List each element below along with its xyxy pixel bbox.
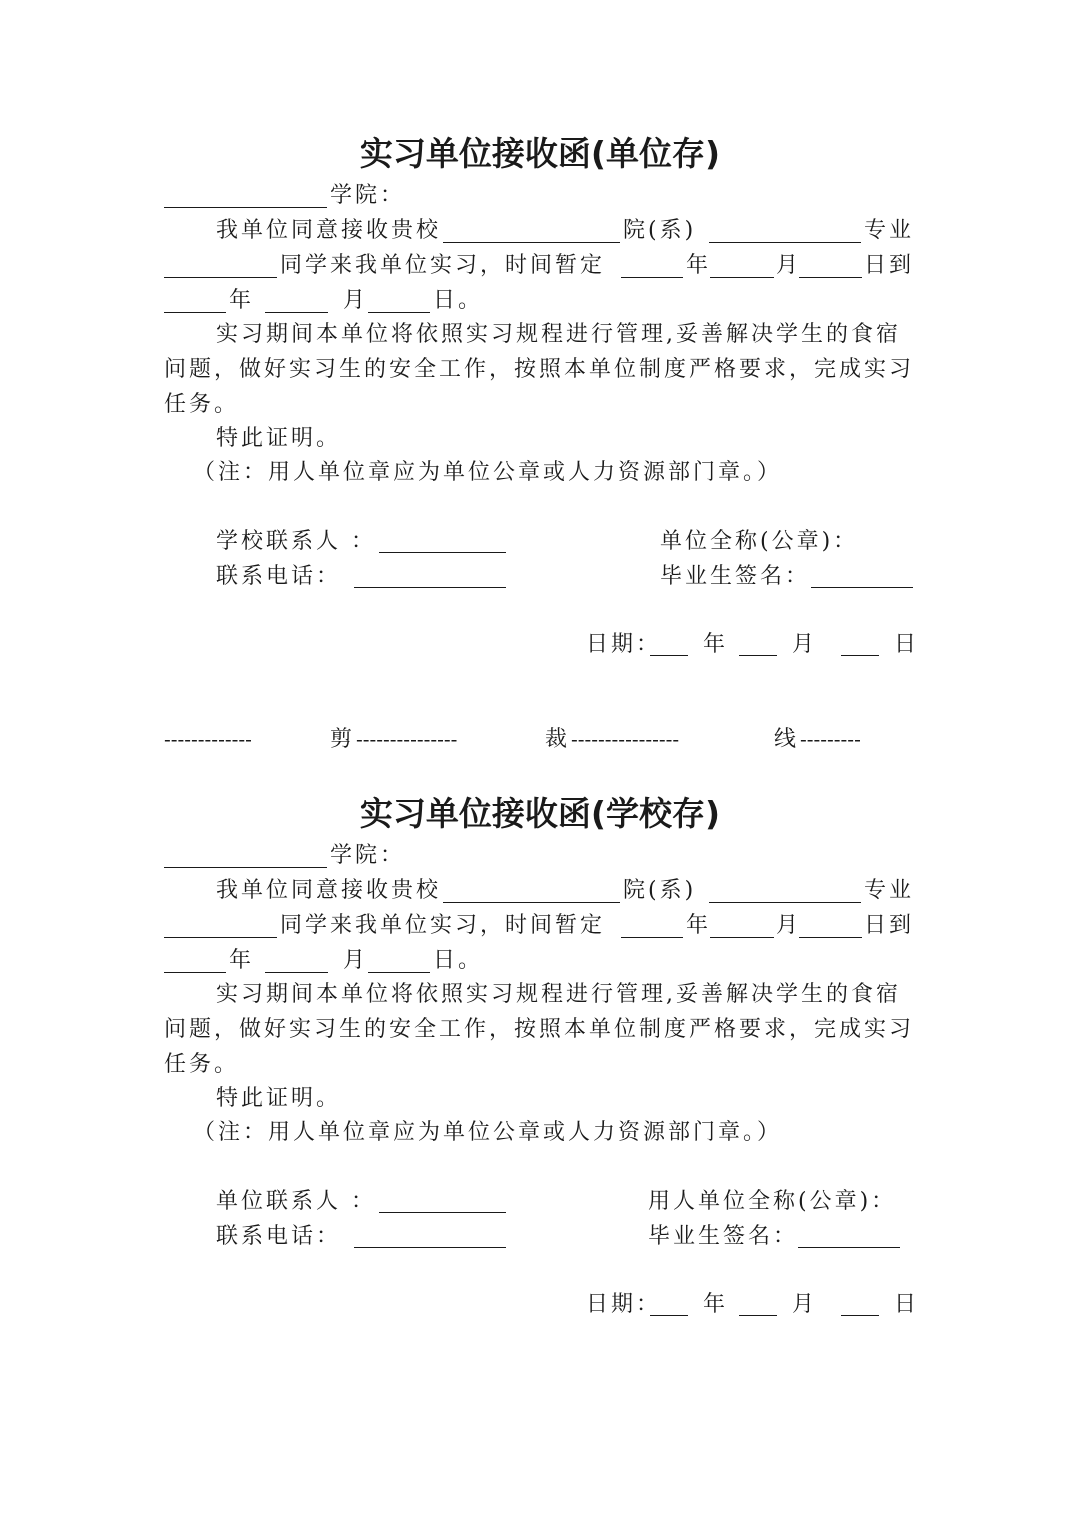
major-label: 专业 xyxy=(864,878,915,903)
phone-blank[interactable] xyxy=(354,1247,506,1248)
accept-text: 我单位同意接收贵校 xyxy=(216,878,442,903)
department-label: 院(系) xyxy=(623,218,697,243)
date-month-label: 月 xyxy=(792,1292,818,1317)
end-month-label: 月 xyxy=(343,288,369,313)
signature-label: 毕业生签名： xyxy=(648,1224,799,1249)
phone-label: 联系电话： xyxy=(216,564,342,589)
accept-text: 我单位同意接收贵校 xyxy=(216,218,442,243)
student-text: 同学来我单位实习，时间暂定 xyxy=(280,253,606,278)
cut-dashes-4: --------- xyxy=(800,727,861,751)
unit-name-label: 单位全称(公章)： xyxy=(660,529,859,554)
cut-dashes-1: ------------- xyxy=(164,727,252,751)
department-label: 院(系) xyxy=(623,878,697,903)
date-label: 日期： xyxy=(586,632,662,657)
cut-char-2: 裁 xyxy=(545,727,571,752)
paragraph-line-1: 实习期间本单位将依照实习规程进行管理,妥善解决学生的食宿 xyxy=(216,982,901,1007)
end-day-blank[interactable] xyxy=(368,312,430,313)
note-text: （注：用人单位章应为单位公章或人力资源部门章。） xyxy=(193,460,783,485)
school-blank[interactable] xyxy=(443,242,620,243)
date-label: 日期： xyxy=(586,1292,662,1317)
date-year-label: 年 xyxy=(703,1292,729,1317)
date-day-label: 日 xyxy=(894,1292,920,1317)
date-month-blank[interactable] xyxy=(739,1315,777,1316)
cut-dashes-3: ---------------- xyxy=(571,727,680,751)
paragraph-line-3: 任务。 xyxy=(164,392,240,417)
start-year-label: 年 xyxy=(686,913,712,938)
start-month-blank[interactable] xyxy=(710,277,774,278)
date-month-blank[interactable] xyxy=(739,655,777,656)
start-year-label: 年 xyxy=(686,253,712,278)
start-year-blank[interactable] xyxy=(621,277,683,278)
date-month-label: 月 xyxy=(792,632,818,657)
paragraph-line-3: 任务。 xyxy=(164,1052,240,1077)
end-year-blank[interactable] xyxy=(164,312,226,313)
unit-name-label: 用人单位全称(公章)： xyxy=(648,1189,897,1214)
paragraph-line-2: 问题，做好实习生的安全工作，按照本单位制度严格要求，完成实习 xyxy=(164,1017,915,1042)
student-name-blank[interactable] xyxy=(164,937,277,938)
end-day-label: 日。 xyxy=(433,948,484,973)
start-day-label: 日到 xyxy=(864,913,915,938)
signature-label: 毕业生签名： xyxy=(660,564,811,589)
end-year-blank[interactable] xyxy=(164,972,226,973)
date-day-blank[interactable] xyxy=(841,655,879,656)
contact-label: 单位联系人 ： xyxy=(216,1189,376,1214)
start-day-blank[interactable] xyxy=(799,277,862,278)
school-blank[interactable] xyxy=(443,902,620,903)
date-year-blank[interactable] xyxy=(650,1315,688,1316)
cut-char-1: 剪 xyxy=(330,727,356,752)
contact-blank[interactable] xyxy=(379,552,506,553)
student-text: 同学来我单位实习，时间暂定 xyxy=(280,913,606,938)
end-day-label: 日。 xyxy=(433,288,484,313)
start-year-blank[interactable] xyxy=(621,937,683,938)
end-month-blank[interactable] xyxy=(265,312,328,313)
cut-dashes-2: --------------- xyxy=(356,727,458,751)
department-blank[interactable] xyxy=(709,242,861,243)
end-month-blank[interactable] xyxy=(265,972,328,973)
college-label: 学院： xyxy=(330,843,406,868)
start-month-label: 月 xyxy=(776,913,802,938)
cut-char-3: 线 xyxy=(774,727,800,752)
end-year-label: 年 xyxy=(229,948,255,973)
end-day-blank[interactable] xyxy=(368,972,430,973)
contact-blank[interactable] xyxy=(379,1212,506,1213)
contact-label: 学校联系人 ： xyxy=(216,529,376,554)
phone-blank[interactable] xyxy=(354,587,506,588)
certification-text: 特此证明。 xyxy=(216,426,342,451)
note-text: （注：用人单位章应为单位公章或人力资源部门章。） xyxy=(193,1120,783,1145)
student-name-blank[interactable] xyxy=(164,277,277,278)
signature-blank[interactable] xyxy=(811,587,913,588)
end-month-label: 月 xyxy=(343,948,369,973)
start-day-blank[interactable] xyxy=(799,937,862,938)
date-day-label: 日 xyxy=(894,632,920,657)
paragraph-line-1: 实习期间本单位将依照实习规程进行管理,妥善解决学生的食宿 xyxy=(216,322,901,347)
college-blank[interactable] xyxy=(164,207,327,208)
department-blank[interactable] xyxy=(709,902,861,903)
college-blank[interactable] xyxy=(164,867,327,868)
date-day-blank[interactable] xyxy=(841,1315,879,1316)
certification-text: 特此证明。 xyxy=(216,1086,342,1111)
letter-title: 实习单位接收函(单位存) xyxy=(359,134,721,173)
start-month-label: 月 xyxy=(776,253,802,278)
paragraph-line-2: 问题，做好实习生的安全工作，按照本单位制度严格要求，完成实习 xyxy=(164,357,915,382)
major-label: 专业 xyxy=(864,218,915,243)
date-year-label: 年 xyxy=(703,632,729,657)
end-year-label: 年 xyxy=(229,288,255,313)
signature-blank[interactable] xyxy=(798,1247,900,1248)
start-day-label: 日到 xyxy=(864,253,915,278)
college-label: 学院： xyxy=(330,183,406,208)
phone-label: 联系电话： xyxy=(216,1224,342,1249)
letter-title: 实习单位接收函(学校存) xyxy=(359,794,721,833)
start-month-blank[interactable] xyxy=(710,937,774,938)
date-year-blank[interactable] xyxy=(650,655,688,656)
